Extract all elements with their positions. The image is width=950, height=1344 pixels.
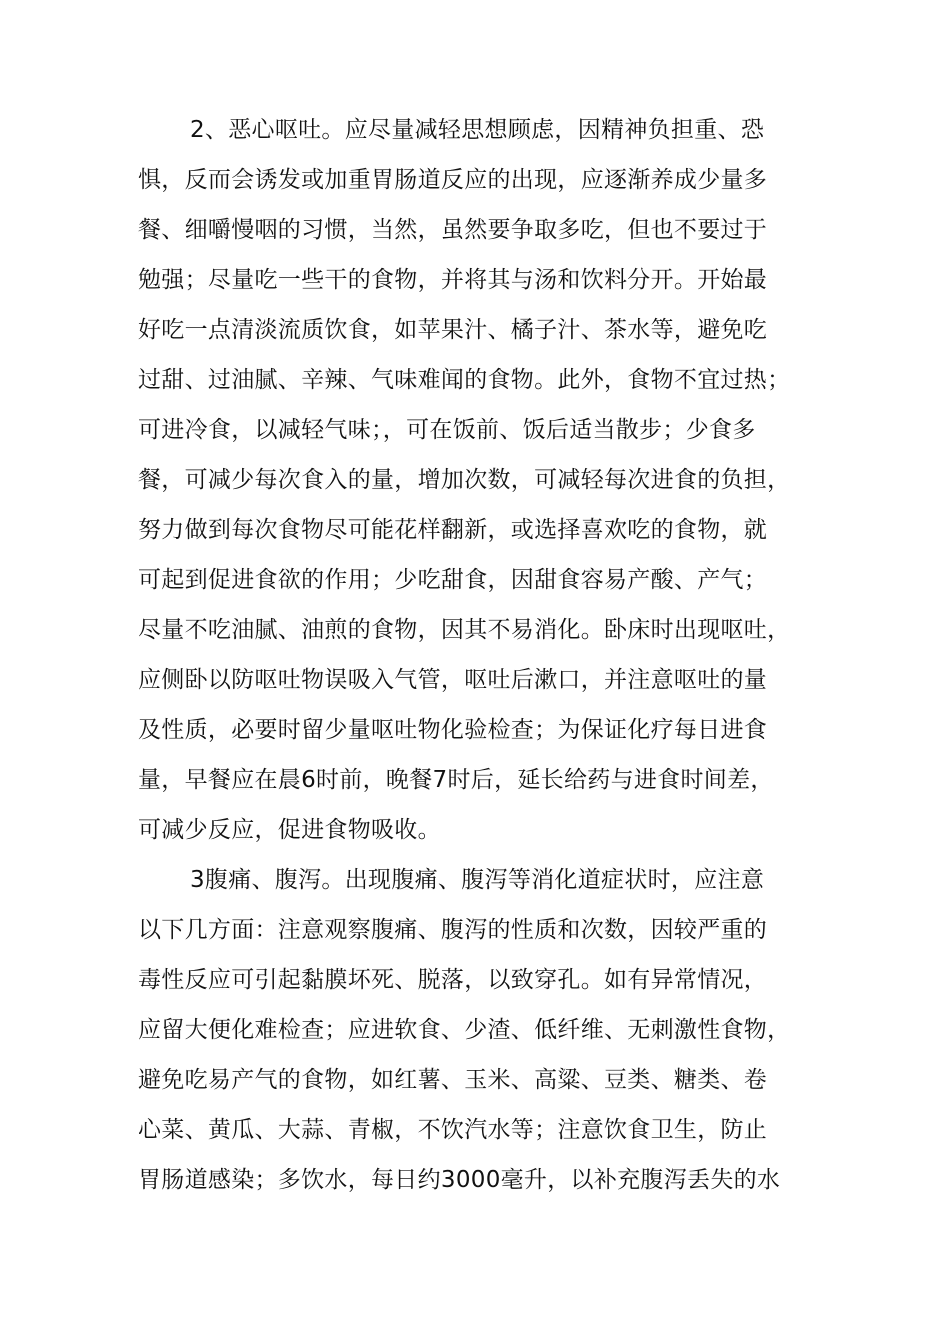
paragraph-line: 餐、细嚼慢咽的习惯，当然，虽然要争取多吃，但也不要过于	[138, 217, 768, 243]
paragraph-line: 应留大便化难检查；应进软食、少渣、低纤维、无刺激性食物，	[138, 1017, 791, 1043]
paragraph-line: 以下几方面：注意观察腹痛、腹泻的性质和次数，因较严重的	[138, 917, 768, 943]
paragraph-line: 餐，可减少每次食入的量，增加次数，可减轻每次进食的负担，	[138, 467, 791, 493]
paragraph-line: 胃肠道感染；多饮水，每日约3000毫升，以补充腹泻丢失的水	[138, 1167, 781, 1193]
paragraph-line: 量，早餐应在晨6时前，晚餐7时后，延长给药与进食时间差，	[138, 767, 774, 793]
paragraph-line: 可起到促进食欲的作用；少吃甜食，因甜食容易产酸、产气；	[138, 567, 768, 593]
paragraph-line: 2、恶心呕吐。应尽量减轻思想顾虑，因精神负担重、恐	[190, 117, 765, 143]
paragraph-line: 可进冷食，以减轻气味；，可在饭前、饭后适当散步；少食多	[138, 417, 756, 443]
paragraph-line: 心菜、黄瓜、大蒜、青椒，不饮汽水等；注意饮食卫生，防止	[138, 1117, 768, 1143]
paragraph-line: 3腹痛、腹泻。出现腹痛、腹泻等消化道症状时，应注意	[190, 867, 765, 893]
paragraph-line: 毒性反应可引起黏膜坏死、脱落，以致穿孔。如有异常情况，	[138, 967, 768, 993]
paragraph-nausea-vomiting	[138, 105, 818, 855]
paragraph-line: 惧，反而会诱发或加重胃肠道反应的出现，应逐渐养成少量多	[138, 167, 768, 193]
paragraph-line: 应侧卧以防呕吐物误吸入气管，呕吐后漱口，并注意呕吐的量	[138, 667, 768, 693]
paragraph-line: 勉强；尽量吃一些干的食物，并将其与汤和饮料分开。开始最	[138, 267, 768, 293]
paragraph-abdominal-pain-diarrhea	[138, 855, 818, 1205]
paragraph-line: 避免吃易产气的食物，如红薯、玉米、高粱、豆类、糖类、卷	[138, 1067, 768, 1093]
paragraph-line: 努力做到每次食物尽可能花样翻新，或选择喜欢吃的食物，就	[138, 517, 768, 543]
paragraph-line: 过甜、过油腻、辛辣、气味难闻的食物。此外，食物不宜过热；	[138, 367, 791, 393]
paragraph-line: 好吃一点清淡流质饮食，如苹果汁、橘子汁、茶水等，避免吃	[138, 317, 768, 343]
paragraph-line: 可减少反应，促进食物吸收。	[138, 817, 441, 843]
paragraph-line: 尽量不吃油腻、油煎的食物，因其不易消化。卧床时出现呕吐，	[138, 617, 791, 643]
paragraph-line: 及性质，必要时留少量呕吐物化验检查；为保证化疗每日进食	[138, 717, 768, 743]
